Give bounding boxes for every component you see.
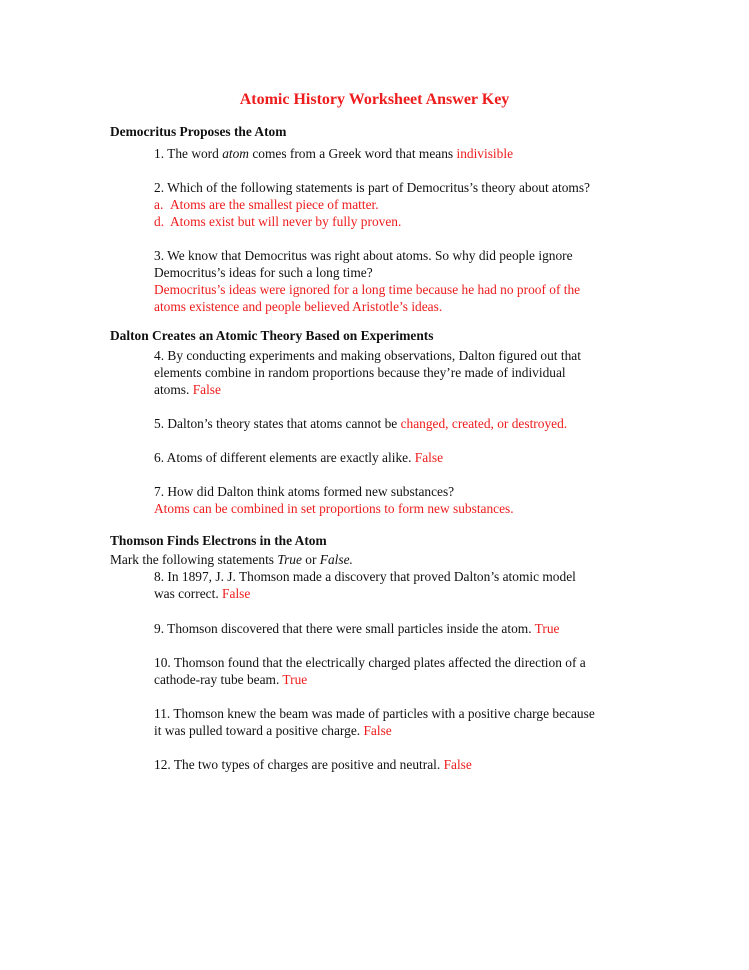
question-text: 8. In 1897, J. J. Thomson made a discovery that proved Dalton’s atomic model [154,569,576,584]
answer-text: False [443,757,472,772]
question-6 [154,449,654,466]
question-text: cathode-ray tube beam. [154,672,283,687]
question-text: 6. Atoms of different elements are exactly alike. [154,450,415,465]
answer-text: False [414,450,444,465]
question-10 [154,654,654,688]
question-5 [154,415,654,432]
option-text: Atoms exist but will never by fully proven. [170,214,402,229]
answer-option-a [154,196,654,213]
answer-text: False [363,723,392,738]
option-letter: a. [154,197,164,212]
answer-text: Democritus’s ideas were ignored for a long time because he had no proof of the [154,282,581,297]
question-text: elements combine in random proportions because they’re made of individual [154,365,566,380]
answer-option-d [154,213,654,230]
question-text: 10. Thomson found that the electrically charged plates affected the direction of a [154,655,586,670]
question-4 [154,347,654,398]
section-heading-dalton: Dalton Creates an Atomic Theory Based on Experiments [110,328,434,343]
question-12 [154,756,654,773]
question-text: 4. By conducting experiments and making observations, Dalton figured out that [154,348,581,363]
question-7 [154,483,654,517]
option-letter: d. [154,214,165,229]
answer-text: changed, created, or destroyed. [400,416,568,431]
answer-text: indivisible [456,146,514,161]
question-3 [154,247,654,315]
page-title: Atomic History Worksheet Answer Key [239,91,510,108]
question-9 [154,620,654,637]
question-text: 3. We know that Democritus was right about atoms. So why did people ignore [154,248,573,263]
question-text: 1. The word [154,146,223,161]
question-text: 5. Dalton’s theory states that atoms cannot be [154,416,401,431]
question-text: 7. How did Dalton think atoms formed new substances? [154,484,455,499]
answer-text: False [222,586,251,601]
instruction-text: Mark the following statements [110,552,278,567]
question-1 [154,145,654,162]
section-heading-democritus: Democritus Proposes the Atom [110,124,287,139]
question-text: it was pulled toward a positive charge. [154,723,364,738]
italic-term: atom [222,146,249,161]
answer-text: True [534,621,560,636]
question-2 [154,179,654,230]
section-heading-thomson: Thomson Finds Electrons in the Atom [110,533,327,548]
instruction-text: or [301,552,320,567]
answer-text: True [282,672,308,687]
question-text: 11. Thomson knew the beam was made of particles with a positive charge because [154,706,595,721]
italic-term: True [277,552,302,567]
question-text: was correct. [154,586,223,601]
question-8 [154,568,654,602]
question-text: 2. Which of the following statements is part of Democritus’s theory about atoms? [154,180,590,195]
question-text: 12. The two types of charges are positive and neutral. [154,757,444,772]
instruction-line [110,551,353,568]
question-text: 9. Thomson discovered that there were small particles inside the atom. [154,621,535,636]
answer-text: False [192,382,221,397]
answer-text: atoms existence and people believed Aristotle’s ideas. [154,299,443,314]
question-text: atoms. [154,382,193,397]
question-text: Democritus’s ideas for such a long time? [154,265,373,280]
question-11 [154,705,654,739]
answer-text: Atoms can be combined in set proportions to form new substances. [154,501,514,516]
option-text: Atoms are the smallest piece of matter. [170,197,379,212]
italic-term: False. [319,552,353,567]
question-text: comes from a Greek word that means [248,146,457,161]
